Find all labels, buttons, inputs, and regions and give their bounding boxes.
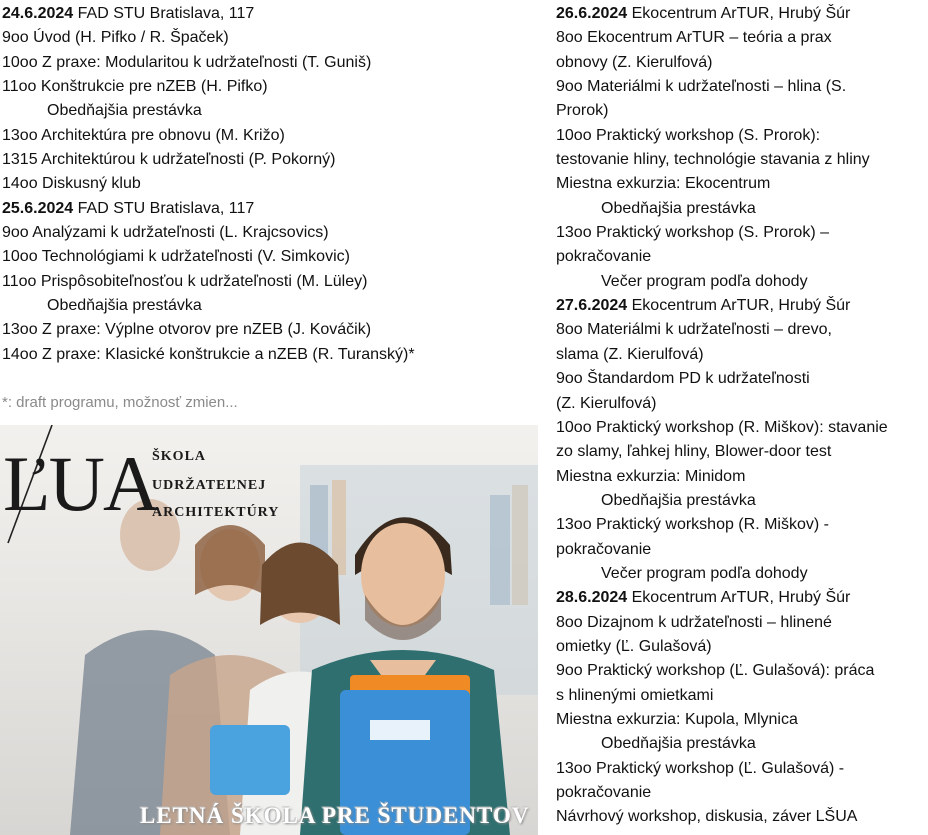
schedule-line <box>2 270 542 294</box>
schedule-line <box>556 318 928 342</box>
schedule-day-heading <box>556 2 928 26</box>
schedule-line <box>556 172 928 196</box>
schedule-line <box>556 270 928 294</box>
schedule-text: Návrhový workshop, diskusia, záver LŠUA <box>556 808 858 826</box>
schedule-line <box>556 75 928 99</box>
schedule-text: 11oo Prispôsobiteľnosťou k udržateľnosti (M. Lüley) <box>2 272 368 290</box>
draft-note: *: draft programu, možnosť zmien... <box>2 394 238 411</box>
schedule-line <box>556 221 928 245</box>
schedule-line <box>556 197 928 221</box>
schedule-text: 8oo Ekocentrum ArTUR – teória a prax <box>556 29 832 47</box>
schedule-line <box>556 781 928 805</box>
schedule-line <box>556 99 928 123</box>
schedule-line <box>556 635 928 659</box>
logo-line-3: ARCHITEKTÚRY <box>152 505 280 520</box>
schedule-date: 25.6.2024 <box>2 199 74 217</box>
schedule-text: Obedňajšia prestávka <box>601 491 756 509</box>
schedule-line <box>556 513 928 537</box>
schedule-text: Ekocentrum ArTUR, Hrubý Šúr <box>627 297 851 315</box>
schedule-line <box>556 416 928 440</box>
schedule-text: testovanie hliny, technológie stavania z hliny <box>556 151 870 169</box>
schedule-line <box>556 343 928 367</box>
schedule-line <box>556 708 928 732</box>
schedule-text: 8oo Dizajnom k udržateľnosti – hlinené <box>556 613 832 631</box>
schedule-text: FAD STU Bratislava, 117 <box>73 199 255 217</box>
schedule-text: Obedňajšia prestávka <box>601 199 756 217</box>
schedule-day-heading <box>556 294 928 318</box>
schedule-line <box>556 440 928 464</box>
schedule-text: slama (Z. Kierulfová) <box>556 345 704 363</box>
schedule-text: obnovy (Z. Kierulfová) <box>556 53 713 71</box>
schedule-text: Miestna exkurzia: Ekocentrum <box>556 175 771 193</box>
schedule-line <box>556 659 928 683</box>
schedule-date: 27.6.2024 <box>556 297 628 315</box>
schedule-line <box>556 489 928 513</box>
lsua-logo-mark: ĽUA <box>3 440 158 527</box>
schedule-text: 1315 Architektúrou k udržateľnosti (P. Pokorný) <box>2 151 336 169</box>
schedule-day-heading <box>2 197 542 221</box>
schedule-line <box>2 221 542 245</box>
schedule-text: 14oo Z praxe: Klasické konštrukcie a nZEB (R. Turanský)* <box>2 345 415 363</box>
schedule-line <box>2 172 542 196</box>
schedule-line <box>556 684 928 708</box>
schedule-text: 13oo Z praxe: Výplne otvorov pre nZEB (J. Kováčik) <box>2 321 372 339</box>
schedule-line <box>556 51 928 75</box>
schedule-day-heading <box>2 2 542 26</box>
schedule-date: 24.6.2024 <box>2 5 74 22</box>
schedule-text: 10oo Praktický workshop (S. Prorok): <box>556 126 821 144</box>
schedule-line <box>556 465 928 489</box>
schedule-text: 9oo Štandardom PD k udržateľnosti <box>556 370 810 388</box>
schedule-line <box>2 51 542 75</box>
schedule-line <box>2 148 542 172</box>
schedule-line <box>2 26 542 50</box>
schedule-text: pokračovanie <box>556 540 652 558</box>
schedule-text: s hlinenými omietkami <box>556 686 714 704</box>
schedule-text: Obedňajšia prestávka <box>47 102 202 120</box>
schedule-text: 13oo Praktický workshop (S. Prorok) – <box>556 224 829 242</box>
schedule-text: 9oo Materiálmi k udržateľnosti – hlina (S. <box>556 78 847 96</box>
schedule-text: 10oo Technológiami k udržateľnosti (V. Simkovic) <box>2 248 350 266</box>
schedule-line <box>2 294 542 318</box>
schedule-text: 11oo Konštrukcie pre nZEB (H. Pifko) <box>2 78 268 96</box>
schedule-line <box>556 538 928 562</box>
schedule-text: pokračovanie <box>556 784 652 801</box>
schedule-line <box>556 732 928 756</box>
schedule-text: 10oo Praktický workshop (R. Miškov): stavanie <box>556 418 888 436</box>
schedule-text: FAD STU Bratislava, 117 <box>73 5 255 22</box>
schedule-date: 28.6.2024 <box>556 589 628 607</box>
schedule-line <box>556 26 928 50</box>
logo-line-1: ŠKOLA <box>152 449 207 464</box>
schedule-text: 9oo Praktický workshop (Ľ. Gulašová): práca <box>556 662 875 680</box>
schedule-line <box>556 124 928 148</box>
schedule-text: Ekocentrum ArTUR, Hrubý Šúr <box>627 589 851 607</box>
schedule-line <box>2 318 542 342</box>
photo-caption: LETNÁ ŠKOLA PRE ŠTUDENTOV <box>140 803 530 828</box>
schedule-text: 13oo Praktický workshop (R. Miškov) - <box>556 516 829 534</box>
schedule-text: Večer program podľa dohody <box>601 272 808 290</box>
schedule-text: 10oo Z praxe: Modularitou k udržateľnosti (T. Guniš) <box>2 53 372 71</box>
schedule-line <box>2 124 542 148</box>
schedule-text: Prorok) <box>556 102 609 120</box>
schedule-text: 9oo Analýzami k udržateľnosti (L. Krajcsovics) <box>2 224 329 242</box>
schedule-text: zo slamy, ľahkej hliny, Blower-door test <box>556 443 832 461</box>
schedule-line <box>556 245 928 269</box>
schedule-text: Ekocentrum ArTUR, Hrubý Šúr <box>627 5 851 22</box>
schedule-left-column <box>2 2 542 367</box>
schedule-text: (Z. Kierulfová) <box>556 394 657 412</box>
schedule-line <box>2 343 542 367</box>
schedule-line <box>556 367 928 391</box>
schedule-text: 8oo Materiálmi k udržateľnosti – drevo, <box>556 321 832 339</box>
schedule-text: Obedňajšia prestávka <box>47 297 202 315</box>
schedule-line <box>556 757 928 781</box>
schedule-line <box>2 75 542 99</box>
promo-photo <box>0 425 538 835</box>
schedule-text: 9oo Úvod (H. Pifko / R. Špaček) <box>2 29 229 47</box>
schedule-text: pokračovanie <box>556 248 652 266</box>
schedule-text: omietky (Ľ. Gulašová) <box>556 637 712 655</box>
schedule-text: Obedňajšia prestávka <box>601 735 756 753</box>
schedule-text: Večer program podľa dohody <box>601 564 808 582</box>
schedule-text: 13oo Praktický workshop (Ľ. Gulašová) - <box>556 759 845 777</box>
schedule-line <box>556 148 928 172</box>
schedule-text: Miestna exkurzia: Kupola, Mlynica <box>556 710 798 728</box>
schedule-line <box>2 245 542 269</box>
schedule-line <box>556 392 928 416</box>
schedule-text: Miestna exkurzia: Minidom <box>556 467 746 485</box>
logo-line-2: UDRŽATEĽNEJ <box>152 478 267 493</box>
schedule-text: 14oo Diskusný klub <box>2 175 141 193</box>
schedule-text: 13oo Architektúra pre obnovu (M. Križo) <box>2 126 285 144</box>
schedule-line <box>556 805 928 829</box>
schedule-date: 26.6.2024 <box>556 5 628 22</box>
schedule-right-column <box>556 2 928 830</box>
schedule-day-heading <box>556 586 928 610</box>
schedule-line <box>556 562 928 586</box>
schedule-line <box>556 611 928 635</box>
schedule-line <box>2 99 542 123</box>
